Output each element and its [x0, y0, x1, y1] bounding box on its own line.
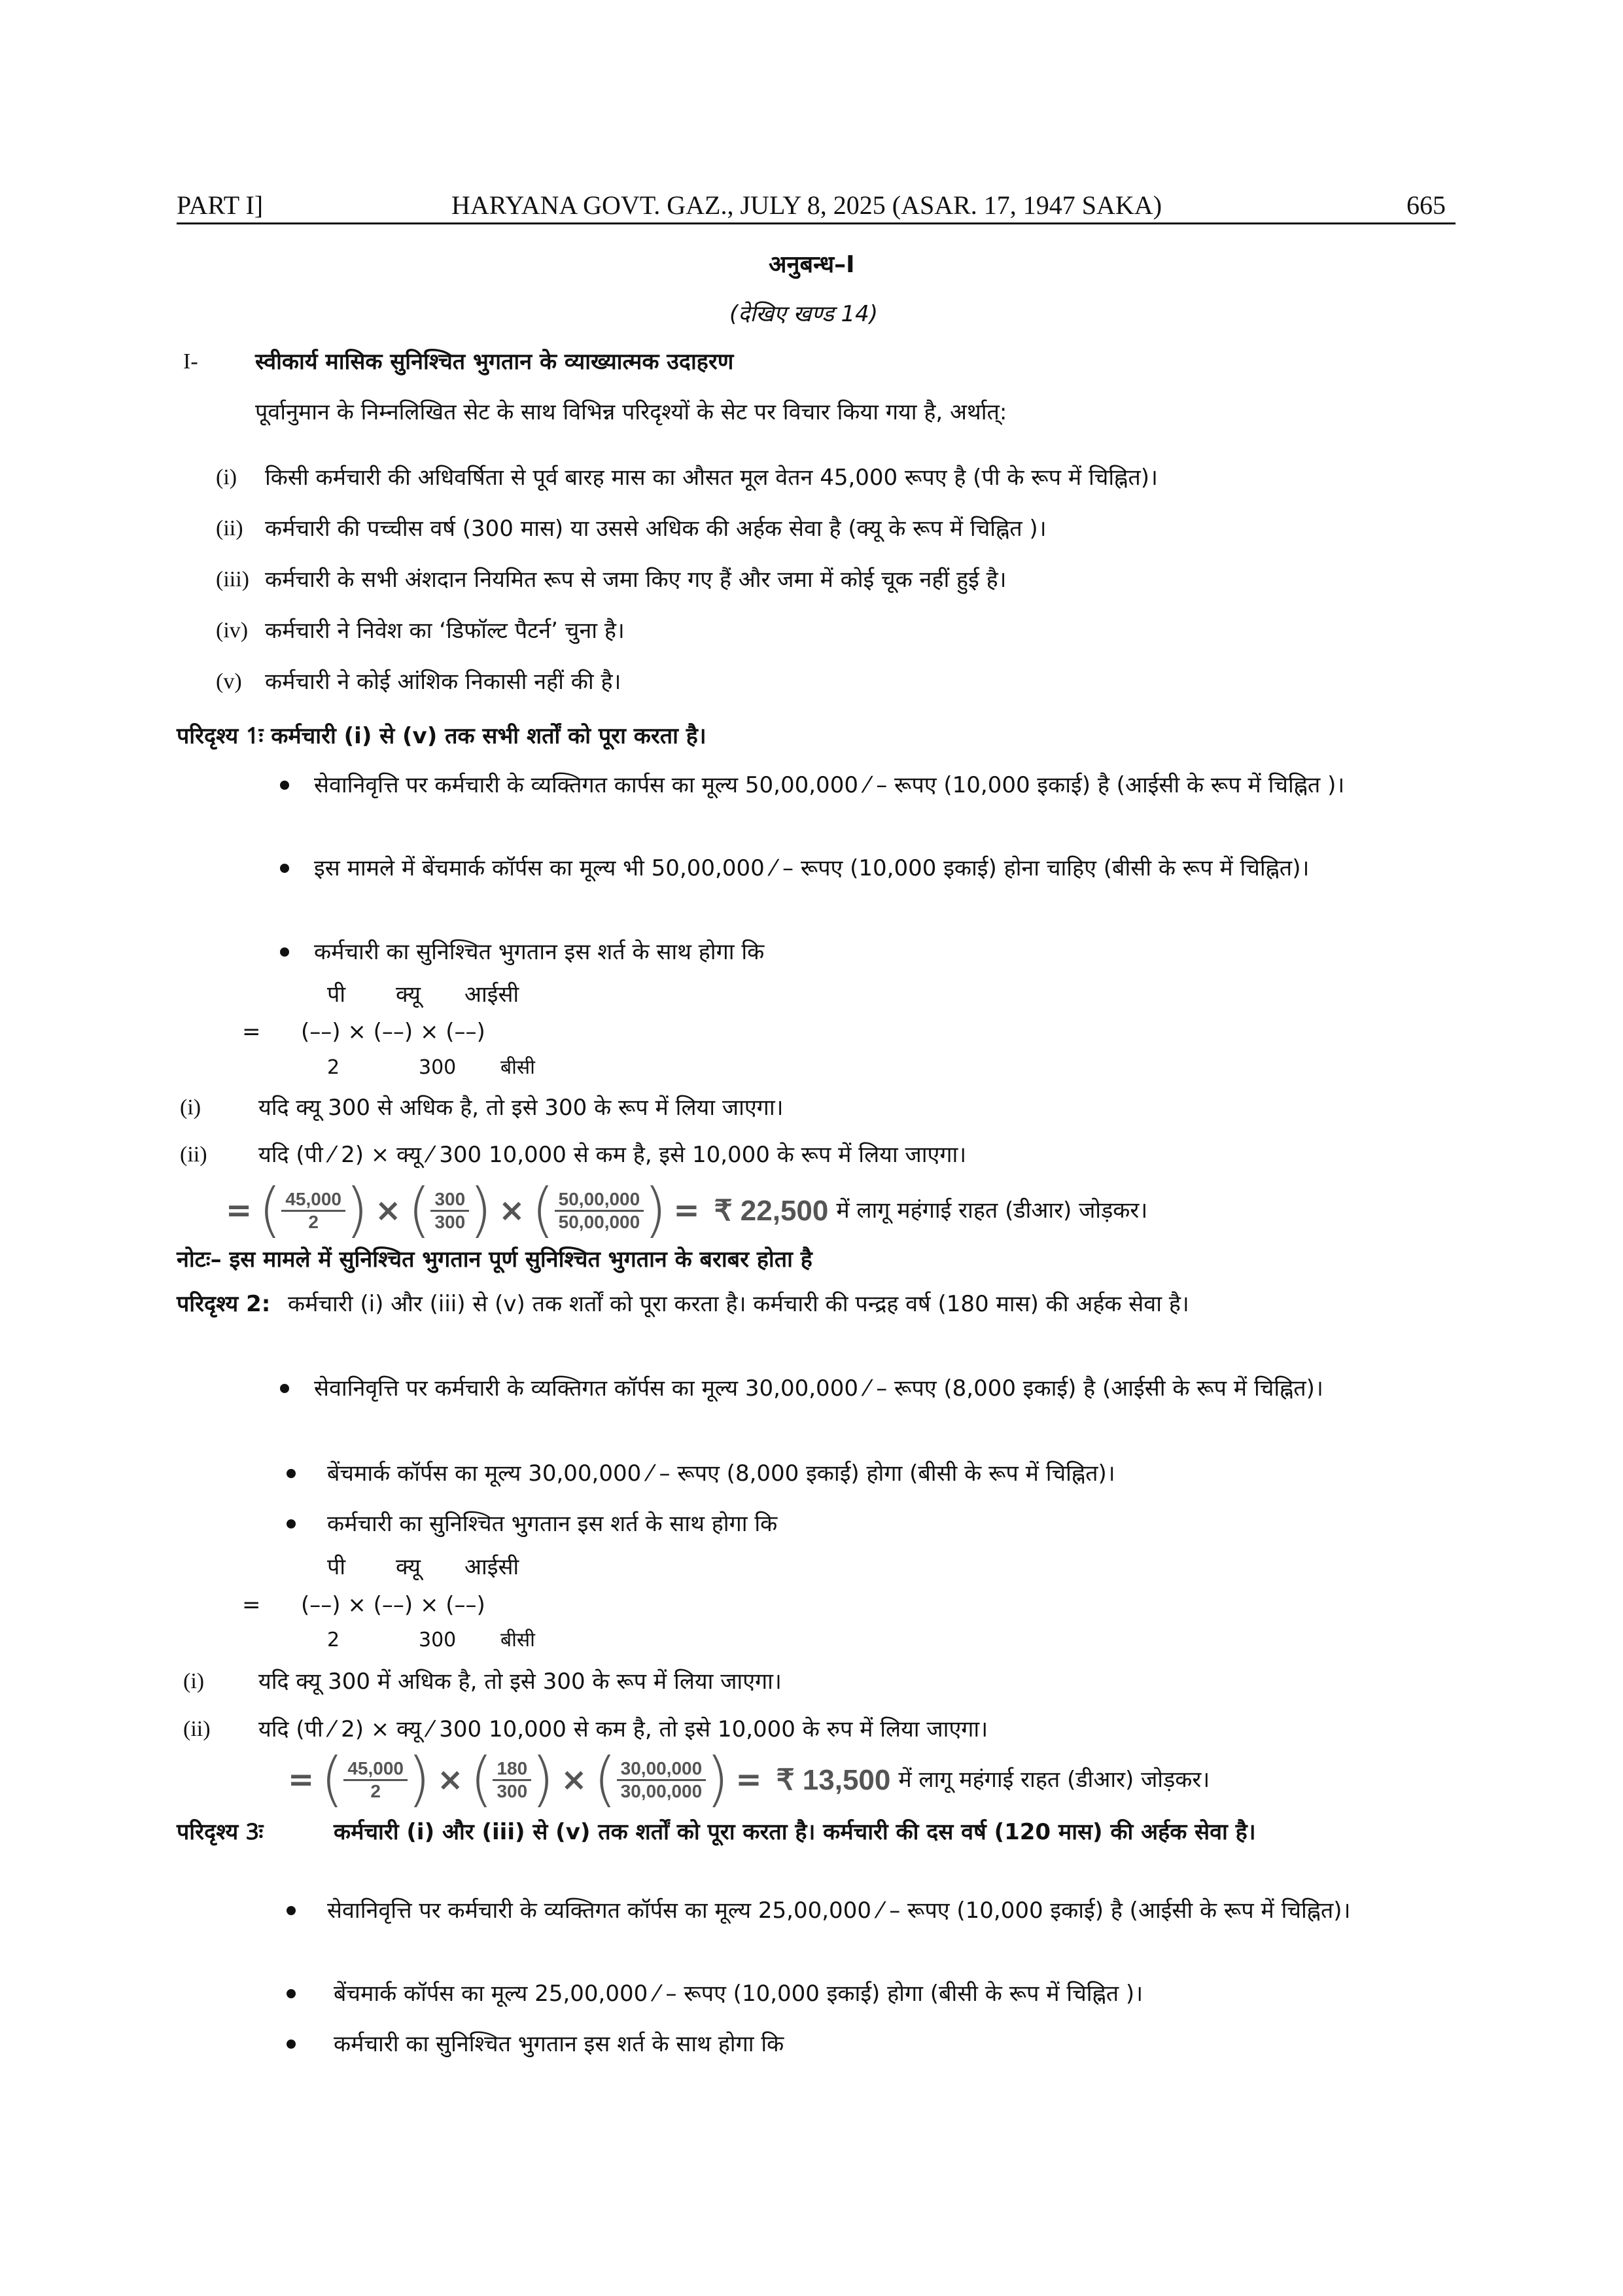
- bullet-dot: [287, 2040, 296, 2049]
- scenario-2-calculation: [288, 1744, 1210, 1816]
- calculation-suffix: में लागू महंगाई राहत (डीआर) जोड़कर।: [898, 1767, 1210, 1793]
- fraction: [493, 1758, 531, 1802]
- section-number: I-: [183, 349, 198, 374]
- assumption-number: (iii): [216, 567, 249, 592]
- scenario-2-bullet: सेवानिवृत्ति पर कर्मचारी के व्यक्तिगत कॉर्पस का मूल्य 30,00,000 ⁄ – रूपए (8,000 इकाई) है (आईसी के रूप में चिह्नित)।: [314, 1375, 1323, 1402]
- equals-sign: =: [735, 1761, 762, 1798]
- formula-label-bc: बीसी: [500, 1629, 535, 1651]
- bullet-dot: [287, 1469, 296, 1478]
- formula-label-q: क्यू: [396, 1554, 421, 1580]
- fraction-denominator: 300: [497, 1780, 528, 1801]
- assumption-text: कर्मचारी ने कोई आंशिक निकासी नहीं की है।: [265, 669, 621, 695]
- formula-label-q: क्यू: [396, 981, 421, 1008]
- bullet-dot: [287, 1519, 296, 1528]
- annex-reference: (देखिए खण्ड 14): [729, 301, 879, 327]
- scenario-1-calculation: [226, 1174, 1147, 1246]
- paren-open: (: [321, 1745, 344, 1814]
- condition-text: यदि (पी ⁄ 2) × क्यू ⁄ 300 10,000 से कम है, तो इसे 10,000 के रुप में लिया जाएगा।: [258, 1716, 988, 1742]
- formula-denominator-300: 300: [419, 1056, 457, 1079]
- calculated-amount: ₹ 13,500: [776, 1763, 891, 1796]
- paren-close: ): [469, 1176, 493, 1245]
- paren-close: ): [644, 1176, 667, 1245]
- bullet-dot: [280, 781, 289, 790]
- scenario-1-bullet: कर्मचारी का सुनिश्चित भुगतान इस शर्त के साथ होगा कि: [314, 939, 765, 965]
- paren-open: (: [408, 1176, 431, 1245]
- bullet-dot: [287, 1906, 296, 1915]
- annex-title: अनुबन्ध–I: [769, 251, 855, 278]
- scenario-2-bullet: बेंचमार्क कॉर्पस का मूल्य 30,00,000 ⁄ – रूपए (8,000 इकाई) होगा (बीसी के रूप में चिह्नित)।: [327, 1460, 1115, 1487]
- assumption-text: कर्मचारी ने निवेश का ‘डिफॉल्ट पैटर्न’ चुना है।: [265, 618, 625, 644]
- paren-close: ): [531, 1745, 555, 1814]
- calculation-suffix: में लागू महंगाई राहत (डीआर) जोड़कर।: [836, 1197, 1148, 1224]
- scenario-2-bullet: कर्मचारी का सुनिश्चित भुगतान इस शर्त के साथ होगा कि: [327, 1511, 778, 1537]
- formula-equals: =: [242, 1592, 261, 1618]
- scenario-1-bullet: इस मामले में बेंचमार्क कॉर्पस का मूल्य भी 50,00,000 ⁄ – रूपए (10,000 इकाई) होना चाहिए (बीसी के रूप में चिह्नित)।: [314, 855, 1310, 881]
- formula-expression: (––) × (––) × (––): [301, 1592, 485, 1618]
- formula-label-ic: आईसी: [464, 1554, 519, 1580]
- fraction-denominator: 2: [370, 1780, 381, 1801]
- paren-open: (: [258, 1176, 282, 1245]
- condition-number: (i): [180, 1095, 201, 1120]
- formula-label-ic: आईसी: [464, 981, 519, 1008]
- paren-close: ): [706, 1745, 729, 1814]
- assumption-text: कर्मचारी के सभी अंशदान नियमित रूप से जमा किए गए हैं और जमा में कोई चूक नहीं हुई है।: [265, 567, 1007, 593]
- equals-sign: =: [226, 1192, 253, 1229]
- header-rule: [177, 222, 1456, 224]
- scenario-2-heading: कर्मचारी (i) और (iii) से (v) तक शर्तों को पूरा करता है। कर्मचारी की पन्द्रह वर्ष (180 मास) की अर्हक सेवा है।: [288, 1291, 1189, 1317]
- paren-close: ): [345, 1176, 369, 1245]
- assumption-number: (iv): [216, 618, 249, 643]
- condition-text: यदि क्यू 300 में अधिक है, तो इसे 300 के रूप में लिया जाएगा।: [258, 1669, 782, 1695]
- formula-label-p: पी: [327, 981, 346, 1008]
- multiply-sign: ×: [437, 1761, 464, 1798]
- fraction-denominator: 300: [434, 1211, 466, 1232]
- formula-denominator-2: 2: [327, 1056, 340, 1079]
- condition-text: यदि क्यू 300 से अधिक है, तो इसे 300 के रूप में लिया जाएगा।: [258, 1095, 784, 1121]
- formula-equals: =: [242, 1019, 261, 1045]
- scenario-1-bullet: सेवानिवृत्ति पर कर्मचारी के व्यक्तिगत कार्पस का मूल्य 50,00,000 ⁄ – रूपए (10,000 इकाई) है (आईसी के रूप में चिह्नित )।: [314, 772, 1345, 798]
- assumption-number: (i): [216, 465, 237, 489]
- fraction: [555, 1189, 644, 1233]
- equals-sign: =: [673, 1192, 700, 1229]
- fraction-numerator: 45,000: [281, 1189, 345, 1212]
- formula-denominator-2: 2: [327, 1629, 340, 1651]
- multiply-sign: ×: [561, 1761, 587, 1798]
- fraction-denominator: 2: [308, 1211, 319, 1232]
- fraction-numerator: 50,00,000: [555, 1189, 644, 1212]
- header-gazette-title: HARYANA GOVT. GAZ., JULY 8, 2025 (ASAR. 17, 1947 SAKA): [451, 190, 1162, 220]
- bullet-dot: [287, 1989, 296, 1998]
- calculated-amount: ₹ 22,500: [714, 1194, 829, 1227]
- condition-number: (ii): [183, 1717, 211, 1741]
- section-heading: स्वीकार्य मासिक सुनिश्चित भुगतान के व्याख्यात्मक उदाहरण: [255, 349, 734, 375]
- section-intro: पूर्वानुमान के निम्नलिखित सेट के साथ विभिन्न परिदृश्यों के सेट पर विचार किया गया है, अर्थात्:: [255, 399, 1007, 425]
- scenario-1-note: नोटः– इस मामले में सुनिश्चित भुगतान पूर्ण सुनिश्चित भुगतान के बराबर होता है: [177, 1246, 812, 1273]
- fraction: [617, 1758, 707, 1802]
- fraction: [281, 1189, 345, 1233]
- scenario-3-bullet: बेंचमार्क कॉर्पस का मूल्य 25,00,000 ⁄ – रूपए (10,000 इकाई) होगा (बीसी के रूप में चिह्नित )।: [334, 1981, 1143, 2007]
- fraction-numerator: 30,00,000: [617, 1758, 707, 1781]
- equals-sign: =: [288, 1761, 315, 1798]
- scenario-3-heading: कर्मचारी (i) और (iii) से (v) तक शर्तों को पूरा करता है। कर्मचारी की दस वर्ष (120 मास) की अर्हक सेवा है।: [334, 1819, 1256, 1845]
- bullet-dot: [280, 864, 289, 873]
- bullet-dot: [280, 1384, 289, 1393]
- fraction-denominator: 30,00,000: [620, 1780, 703, 1801]
- fraction-denominator: 50,00,000: [558, 1211, 640, 1232]
- assumption-number: (v): [216, 669, 242, 694]
- assumption-number: (ii): [216, 516, 243, 540]
- scenario-2-label: परिदृश्य 2:: [177, 1291, 271, 1317]
- fraction-numerator: 45,000: [343, 1758, 408, 1781]
- formula-expression: (––) × (––) × (––): [301, 1019, 485, 1045]
- paren-open: (: [470, 1745, 493, 1814]
- condition-number: (i): [183, 1669, 205, 1693]
- paren-close: ): [407, 1745, 431, 1814]
- fraction-numerator: 180: [493, 1758, 531, 1781]
- scenario-3-bullet: सेवानिवृत्ति पर कर्मचारी के व्यक्तिगत कॉर्पस का मूल्य 25,00,000 ⁄ – रूपए (10,000 इकाई) है (आईसी के रूप में चिह्नित)।: [327, 1898, 1351, 1924]
- header-part: PART I]: [177, 190, 264, 220]
- multiply-sign: ×: [375, 1192, 402, 1229]
- formula-denominator-300: 300: [419, 1629, 457, 1651]
- paren-open: (: [593, 1745, 617, 1814]
- fraction: [430, 1189, 469, 1233]
- multiply-sign: ×: [498, 1192, 525, 1229]
- fraction: [343, 1758, 408, 1802]
- formula-label-p: पी: [327, 1554, 346, 1580]
- assumption-text: कर्मचारी की पच्चीस वर्ष (300 मास) या उससे अधिक की अर्हक सेवा है (क्यू के रूप में चिह्नित )।: [265, 516, 1047, 542]
- scenario-1-heading: परिदृश्य 1ः कर्मचारी (i) से (v) तक सभी शर्तों को पूरा करता है।: [177, 723, 707, 749]
- fraction-numerator: 300: [430, 1189, 469, 1212]
- condition-text: यदि (पी ⁄ 2) × क्यू ⁄ 300 10,000 से कम है, इसे 10,000 के रूप में लिया जाएगा।: [258, 1142, 967, 1168]
- assumption-text: किसी कर्मचारी की अधिवर्षिता से पूर्व बारह मास का औसत मूल वेतन 45,000 रूपए है (पी के रूप में चिह्नित)।: [265, 465, 1158, 491]
- paren-open: (: [531, 1176, 555, 1245]
- scenario-3-label: परिदृश्य 3ः: [177, 1819, 264, 1845]
- condition-number: (ii): [180, 1142, 207, 1167]
- formula-label-bc: बीसी: [500, 1056, 535, 1079]
- bullet-dot: [280, 947, 289, 957]
- page-number: 665: [1406, 190, 1446, 220]
- scenario-3-bullet: कर्मचारी का सुनिश्चित भुगतान इस शर्त के साथ होगा कि: [334, 2031, 784, 2057]
